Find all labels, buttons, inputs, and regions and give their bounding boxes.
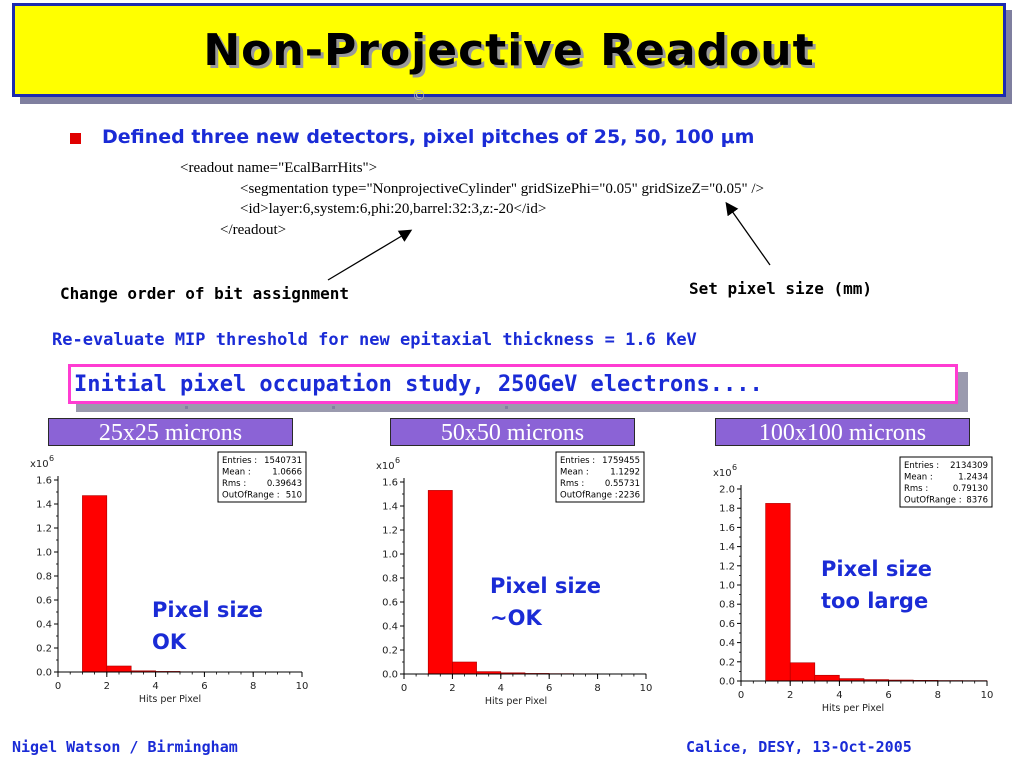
y-tick-label: 0.8 — [36, 571, 52, 583]
verdict-50-line1: Pixel size — [490, 574, 602, 598]
footer-author: Nigel Watson / Birmingham — [12, 738, 238, 756]
y-tick-label: 0.0 — [719, 676, 735, 688]
stats-label-entries: Entries : — [904, 461, 940, 471]
code-line-segmentation: <segmentation type="NonprojectiveCylinder" gridSizePhi="0.05" gridSizeZ="0.05" /> — [240, 181, 764, 197]
y-exponent-label: x10 — [713, 468, 732, 479]
stats-label-out-of-range: OutOfRange : — [904, 495, 962, 506]
y-tick-label: 0.4 — [719, 638, 735, 650]
stats-label-mean: Mean : — [560, 467, 589, 478]
x-tick-label: 8 — [934, 690, 941, 701]
x-tick-label: 4 — [152, 681, 159, 692]
verdict-25-line2: OK — [152, 630, 187, 654]
y-tick-label: 2.0 — [719, 484, 735, 496]
footer-venue-date: Calice, DESY, 13-Oct-2005 — [686, 738, 912, 756]
verdict-100 — [821, 553, 932, 617]
x-tick-label: 6 — [885, 690, 892, 701]
code-line-readout-close: </readout> — [220, 222, 287, 238]
histogram-bar — [428, 490, 452, 674]
x-tick-label: 2 — [103, 681, 110, 692]
y-tick-label: 1.8 — [719, 503, 735, 515]
y-tick-label: 1.6 — [382, 477, 398, 489]
stats-value-out-of-range: 2236 — [618, 490, 640, 501]
stats-value-mean: 1.0666 — [272, 467, 302, 478]
decor-dot — [505, 406, 508, 409]
x-tick-label: 10 — [980, 690, 994, 701]
verdict-100-line1: Pixel size — [821, 557, 933, 581]
histogram-bar — [107, 666, 131, 672]
histogram-bar — [82, 496, 106, 672]
stats-label-out-of-range: OutOfRange : — [222, 490, 280, 501]
y-tick-label: 1.0 — [719, 580, 735, 592]
y-exponent-value: 6 — [49, 454, 55, 463]
stats-value-out-of-range: 510 — [285, 490, 302, 501]
stats-value-mean: 1.2434 — [958, 472, 988, 483]
annotation-bit-order: Change order of bit assignment — [60, 284, 349, 303]
decor-dot — [185, 406, 188, 409]
x-tick-label: 2 — [787, 690, 794, 701]
stats-label-rms: Rms : — [560, 479, 585, 489]
y-tick-label: 1.2 — [36, 523, 52, 535]
x-tick-label: 4 — [836, 690, 843, 701]
y-tick-label: 0.4 — [382, 621, 398, 633]
histogram-bar — [815, 675, 840, 681]
histogram-bar — [766, 503, 791, 681]
x-tick-label: 0 — [54, 681, 62, 692]
stats-value-mean: 1.1292 — [610, 467, 640, 478]
verdict-50-line2: ~OK — [490, 606, 542, 630]
decor-dot — [332, 406, 335, 409]
x-tick-label: 0 — [737, 690, 745, 701]
verdict-25 — [152, 594, 263, 658]
y-tick-label: 0.2 — [382, 645, 398, 657]
x-tick-label: 4 — [497, 683, 504, 694]
y-exponent-label: x10 — [30, 459, 49, 470]
x-tick-label: 10 — [295, 681, 309, 692]
y-tick-label: 0.6 — [382, 597, 398, 609]
y-tick-label: 0.6 — [36, 595, 52, 607]
stats-value-entries: 2134309 — [950, 461, 988, 471]
stats-value-entries: 1759455 — [602, 456, 640, 466]
y-tick-label: 1.6 — [719, 522, 735, 534]
annotation-pixel-size: Set pixel size (mm) — [689, 279, 873, 298]
x-axis-label: Hits per Pixel — [138, 694, 202, 705]
verdict-100-line2: too large — [821, 589, 929, 613]
y-tick-label: 0.6 — [719, 618, 735, 630]
stats-label-rms: Rms : — [222, 479, 247, 489]
occupancy-title-box — [68, 364, 958, 404]
y-exponent-value: 6 — [732, 463, 738, 472]
y-tick-label: 1.6 — [36, 475, 52, 487]
x-tick-label: 0 — [400, 683, 408, 694]
y-tick-label: 0.4 — [36, 619, 52, 631]
y-tick-label: 1.0 — [382, 549, 398, 561]
stats-value-rms: 0.55731 — [604, 479, 640, 489]
stats-value-rms: 0.79130 — [952, 484, 988, 494]
code-line-id: <id>layer:6,system:6,phi:20,barrel:32:3,z:-20</id> — [240, 201, 547, 217]
x-tick-label: 10 — [639, 683, 653, 694]
logo-mark-icon: © — [412, 88, 426, 104]
stats-label-mean: Mean : — [222, 467, 251, 478]
y-tick-label: 1.4 — [719, 542, 735, 554]
x-tick-label: 6 — [201, 681, 208, 692]
y-exponent-value: 6 — [395, 456, 401, 465]
code-line-readout: <readout name="EcalBarrHits"> — [180, 160, 378, 176]
stats-label-entries: Entries : — [560, 456, 596, 466]
stats-value-out-of-range: 8376 — [966, 495, 988, 506]
y-tick-label: 0.2 — [719, 657, 735, 669]
stats-label-rms: Rms : — [904, 484, 929, 494]
y-tick-label: 1.2 — [382, 525, 398, 537]
x-axis-label: Hits per Pixel — [821, 703, 885, 714]
histogram-bar — [790, 663, 815, 681]
y-tick-label: 1.4 — [36, 499, 52, 511]
arrow-bit-order — [328, 231, 410, 280]
histogram-bar — [452, 662, 476, 674]
histogram-25 — [22, 448, 322, 714]
y-tick-label: 1.4 — [382, 501, 398, 513]
stats-value-entries: 1540731 — [264, 456, 302, 466]
y-tick-label: 1.0 — [36, 547, 52, 559]
x-tick-label: 6 — [546, 683, 553, 694]
occupancy-title: Initial pixel occupation study, 250GeV electrons.... — [74, 371, 763, 397]
stats-label-out-of-range: OutOfRange : — [560, 490, 618, 501]
x-tick-label: 8 — [250, 681, 257, 692]
y-tick-label: 0.0 — [36, 667, 52, 679]
x-tick-label: 2 — [449, 683, 456, 694]
verdict-25-line1: Pixel size — [152, 598, 264, 622]
panel-label-25: 25x25 microns — [48, 418, 293, 446]
verdict-50 — [490, 570, 601, 634]
x-axis-label: Hits per Pixel — [484, 696, 548, 707]
y-tick-label: 0.0 — [382, 669, 398, 681]
arrow-pixel-size — [727, 204, 770, 265]
stats-value-rms: 0.39643 — [266, 479, 302, 489]
y-tick-label: 0.2 — [36, 643, 52, 655]
stats-label-entries: Entries : — [222, 456, 258, 466]
y-tick-label: 0.8 — [719, 599, 735, 611]
x-tick-label: 8 — [594, 683, 601, 694]
bullet-text: Defined three new detectors, pixel pitches of 25, 50, 100 μm — [102, 126, 755, 148]
panel-label-100: 100x100 microns — [715, 418, 970, 446]
y-exponent-label: x10 — [376, 461, 395, 472]
y-tick-label: 1.2 — [719, 561, 735, 573]
slide-title: Non-Projective Readout — [203, 24, 815, 76]
y-tick-label: 0.8 — [382, 573, 398, 585]
panel-label-50: 50x50 microns — [390, 418, 635, 446]
stats-label-mean: Mean : — [904, 472, 933, 483]
mip-threshold-note: Re-evaluate MIP threshold for new epitaxial thickness = 1.6 KeV — [52, 330, 697, 350]
